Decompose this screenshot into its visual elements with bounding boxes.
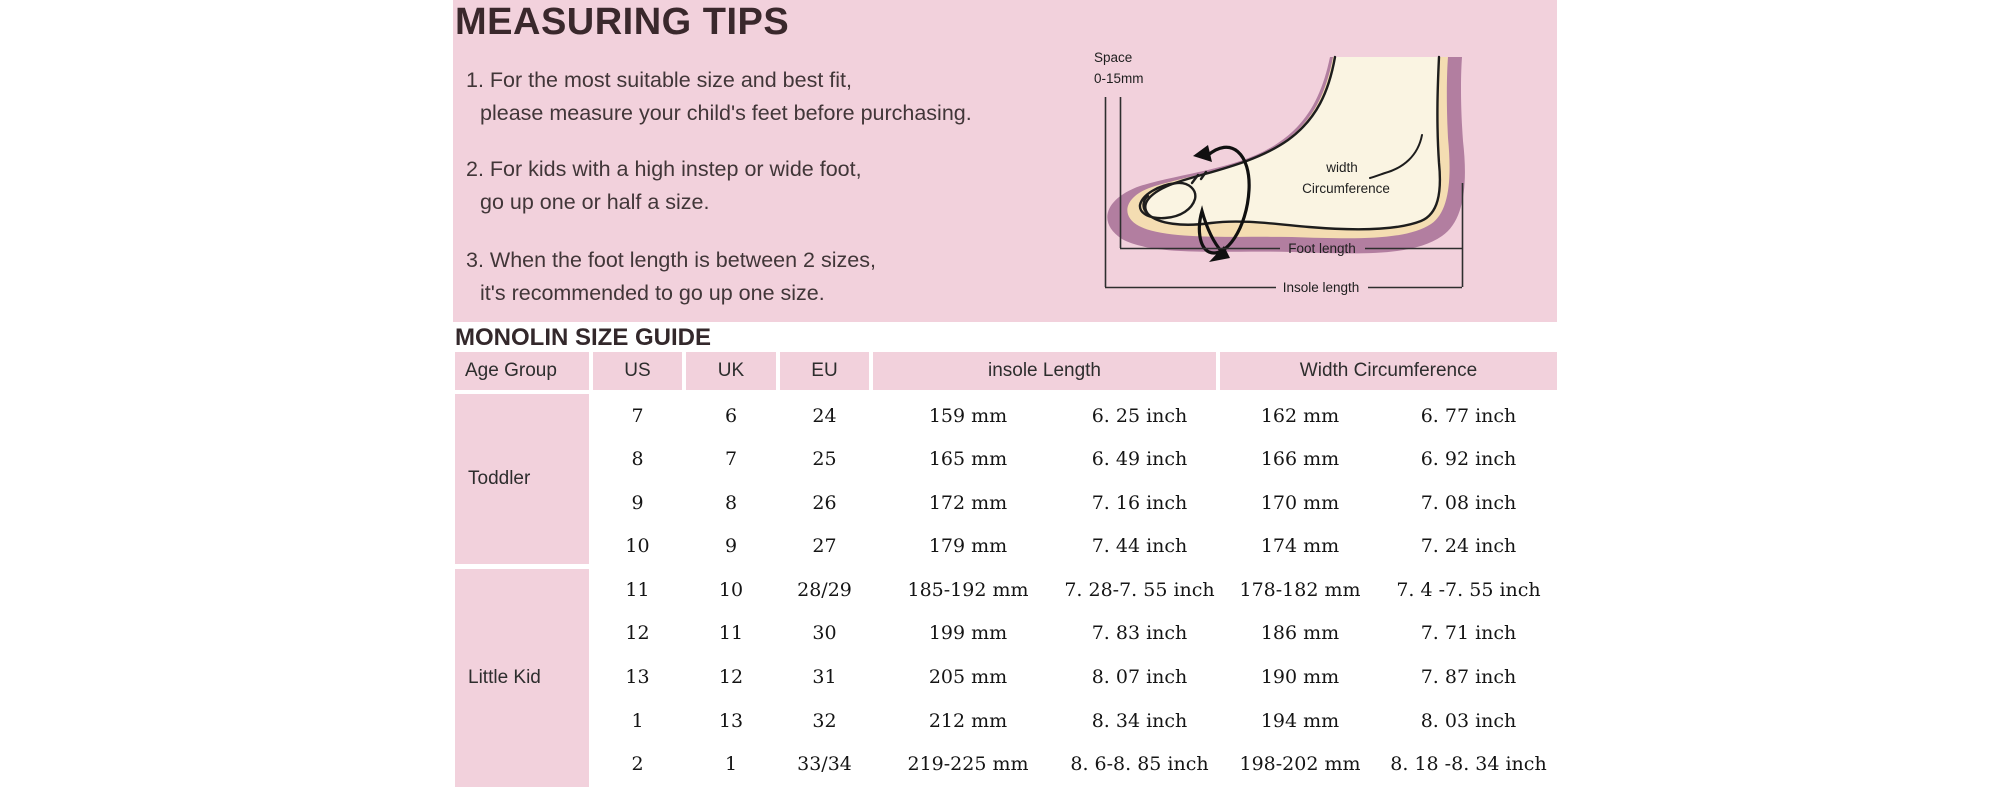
- group-gap: [593, 786, 1557, 792]
- foot-fill: [1145, 57, 1440, 229]
- cell-insole-inch: 7. 44 inch: [1091, 535, 1188, 558]
- cell-eu: 31: [812, 665, 837, 688]
- cell-insole-mm: 172 mm: [928, 491, 1008, 514]
- cell-us: 10: [625, 535, 650, 558]
- cell-width-mm: 198-202 mm: [1239, 753, 1361, 776]
- cell-us: 11: [625, 578, 650, 601]
- table-row: [593, 481, 1557, 525]
- group-gap: [455, 787, 589, 792]
- age-group-toddler: Toddler: [455, 394, 589, 564]
- cell-uk: 10: [718, 578, 744, 601]
- cell-width-inch: 8. 03 inch: [1420, 709, 1517, 732]
- width-label-line2: Circumference: [1302, 181, 1390, 196]
- insole-length-label: Insole length: [1282, 280, 1360, 295]
- tip-line: 2. For kids with a high instep or wide foot,: [466, 157, 862, 181]
- cell-uk: 13: [718, 709, 744, 732]
- cell-eu: 25: [812, 448, 837, 471]
- cell-uk: 12: [718, 665, 744, 688]
- column-header-width-circumference: Width Circumference: [1220, 352, 1557, 390]
- space-label-line2: 0-15mm: [1094, 71, 1144, 86]
- cell-us: 1: [631, 709, 644, 732]
- table-row: [593, 568, 1557, 612]
- table-row: [593, 742, 1557, 786]
- cell-width-mm: 178-182 mm: [1239, 578, 1361, 601]
- cell-width-mm: 166 mm: [1260, 448, 1340, 471]
- cell-uk: 7: [724, 448, 738, 471]
- tip-item: [466, 64, 972, 130]
- cell-eu: 27: [812, 535, 837, 558]
- cell-width-inch: 6. 77 inch: [1420, 404, 1517, 427]
- column-header-insole-length: insole Length: [873, 352, 1216, 390]
- cell-width-inch: 6. 92 inch: [1420, 448, 1517, 471]
- cell-insole-mm: 165 mm: [928, 448, 1008, 471]
- cell-insole-inch: 7. 83 inch: [1091, 622, 1188, 645]
- size-guide-title: MONOLIN SIZE GUIDE: [455, 324, 712, 351]
- cell-insole-mm: 185-192 mm: [907, 578, 1029, 601]
- cell-insole-mm: 199 mm: [928, 622, 1008, 645]
- table-row: [593, 438, 1557, 482]
- cell-insole-inch: 7. 16 inch: [1091, 491, 1188, 514]
- tip-item: [466, 244, 972, 310]
- cell-width-inch: 7. 24 inch: [1420, 535, 1517, 558]
- cell-insole-mm: 179 mm: [928, 535, 1008, 558]
- cell-eu: 24: [812, 404, 837, 427]
- cell-insole-inch: 8. 34 inch: [1091, 709, 1188, 732]
- cell-eu: 32: [812, 709, 837, 732]
- cell-width-mm: 162 mm: [1260, 404, 1340, 427]
- cell-width-inch: 8. 18 -8. 34 inch: [1390, 753, 1547, 776]
- measuring-tips-panel: [453, 0, 1557, 322]
- cell-eu: 30: [812, 622, 837, 645]
- cell-us: 2: [631, 753, 644, 776]
- table-header-row: [455, 352, 1557, 390]
- age-group-column: [455, 394, 589, 792]
- cell-width-inch: 7. 08 inch: [1420, 491, 1517, 514]
- cell-insole-inch: 7. 28-7. 55 inch: [1064, 578, 1215, 601]
- cell-insole-inch: 8. 6-8. 85 inch: [1070, 753, 1209, 776]
- cell-uk: 11: [718, 622, 744, 645]
- size-guide-table: [455, 352, 1557, 792]
- table-row: [593, 699, 1557, 743]
- cell-us: 13: [625, 665, 650, 688]
- tip-line: please measure your child's feet before purchasing.: [480, 101, 972, 125]
- tip-line: it's recommended to go up one size.: [480, 281, 825, 305]
- cell-us: 7: [631, 404, 644, 427]
- cell-uk: 1: [724, 753, 738, 776]
- cell-us: 12: [625, 622, 650, 645]
- cell-insole-inch: 6. 49 inch: [1091, 448, 1188, 471]
- table-row: [593, 612, 1557, 656]
- cell-uk: 8: [724, 491, 738, 514]
- foot-measurement-diagram: [1080, 25, 1500, 315]
- cell-width-mm: 194 mm: [1260, 709, 1340, 732]
- tip-line: go up one or half a size.: [480, 190, 710, 214]
- cell-eu: 26: [812, 491, 837, 514]
- cell-width-mm: 174 mm: [1260, 535, 1340, 558]
- cell-us: 9: [631, 491, 644, 514]
- foot-length-label: Foot length: [1288, 241, 1356, 256]
- column-header-eu: EU: [780, 352, 869, 390]
- cell-width-mm: 186 mm: [1260, 622, 1340, 645]
- tips-list: [466, 64, 972, 310]
- table-row: [593, 655, 1557, 699]
- tip-item: [466, 153, 972, 219]
- width-label-line1: width: [1326, 160, 1358, 175]
- column-header-uk: UK: [686, 352, 776, 390]
- cell-insole-mm: 205 mm: [928, 665, 1008, 688]
- cell-us: 8: [631, 448, 644, 471]
- cell-uk: 9: [724, 535, 738, 558]
- age-group-little-kid: Little Kid: [455, 569, 589, 787]
- cell-width-mm: 190 mm: [1260, 665, 1340, 688]
- column-header-us: US: [593, 352, 682, 390]
- tip-line: 3. When the foot length is between 2 sizes,: [466, 248, 876, 272]
- cell-width-inch: 7. 4 -7. 55 inch: [1396, 578, 1541, 601]
- space-label-line1: Space: [1094, 50, 1133, 65]
- cell-eu: 33/34: [797, 753, 852, 776]
- cell-width-inch: 7. 87 inch: [1420, 665, 1517, 688]
- cell-uk: 6: [724, 404, 738, 427]
- cell-width-inch: 7. 71 inch: [1420, 622, 1517, 645]
- tip-line: 1. For the most suitable size and best fit,: [466, 68, 852, 92]
- data-column: [593, 394, 1557, 792]
- cell-insole-inch: 8. 07 inch: [1091, 665, 1188, 688]
- table-row: [593, 394, 1557, 438]
- cell-width-mm: 170 mm: [1260, 491, 1340, 514]
- cell-insole-inch: 6. 25 inch: [1091, 404, 1188, 427]
- table-body: [455, 394, 1557, 792]
- column-header-age-group: Age Group: [455, 352, 589, 390]
- measuring-tips-title: MEASURING TIPS: [455, 1, 790, 43]
- cell-insole-mm: 212 mm: [928, 709, 1008, 732]
- table-row: [593, 525, 1557, 569]
- cell-insole-mm: 219-225 mm: [907, 753, 1029, 776]
- cell-eu: 28/29: [797, 578, 852, 601]
- cell-insole-mm: 159 mm: [928, 404, 1008, 427]
